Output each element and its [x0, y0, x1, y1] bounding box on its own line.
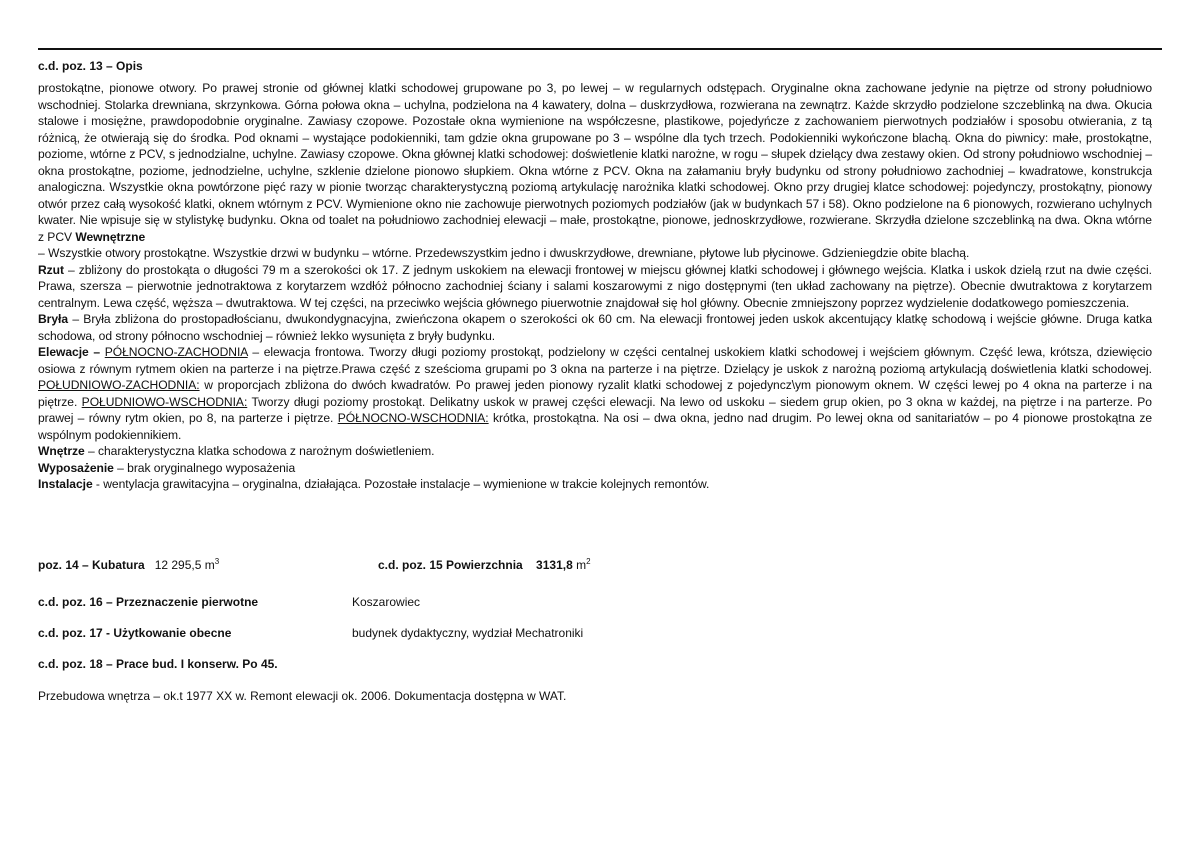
wyposazenie-paragraph: [38, 460, 1152, 477]
description-body: [38, 80, 1152, 493]
rzut-text: – zbliżony do prostokąta o długości 79 m a szerokości ok 17. Z jednym uskokiem na elewacji frontowej w miejscu głównej klatki schodowej i głównego wejścia. Klatka i uskok dzielą rzut na dwie części. Prawa, szersza – pierwotnie jednotraktowa z korytarzem wzdłóż północno zachodniej ściany i salami koszarowymi z nigo dostępnymi (ten układ zachowany na piętrze). Obecnie dwutraktowa z korytarzem centralnym. Lewa część, węższa – dwutraktowa. W tej części, na przeciwko wejścia głównego piuerwotnie znajdował się hol główny. Obecnie zmniejszony poprzez wydzielenie dodatkowego pomieszczenia.: [38, 262, 1152, 310]
section-heading: c.d. poz. 13 – Opis: [38, 59, 143, 73]
wnetrze-label: Wnętrze: [38, 444, 85, 458]
kubatura-value: 12 295,5 m: [154, 558, 215, 572]
elevation-se-text: Tworzy długi poziomy prostokąt. Delikatny uskok w prawej części elewacji. Na lewo od uskoku – siedem grup okien, po 3 okna w każdej, na piętrze i na parterze. Po prawej – równy rytm okien, po 8, na parterze i piętrze.: [38, 394, 1152, 425]
instalacje-paragraph: [38, 476, 1152, 493]
instalacje-label: Instalacje: [38, 477, 93, 491]
prace-label: c.d. poz. 18 – Prace bud. I konserw. Po 45.: [38, 657, 278, 671]
elevation-sw-label: POŁUDNIOWO-ZACHODNIA:: [38, 378, 200, 392]
interior-label: Wewnętrzne: [75, 229, 146, 244]
elevation-nw-label: PÓŁNOCNO-ZACHODNIA: [104, 345, 248, 359]
uzytkowanie-label: c.d. poz. 17 - Użytkowanie obecne: [38, 626, 232, 640]
doors-text: – Wszystkie otwory prostokątne. Wszystkie drzwi w budynku – wtórne. Przedewszystkim jedno i dwuskrzydłowe, drewniane, płytowe lub płycinowe. Gdzieniegdzie obite blachą.: [38, 246, 970, 260]
elevation-se-label: POŁUDNIOWO-WSCHODNIA:: [81, 394, 248, 409]
powierzchnia-unit-sup: 2: [586, 557, 591, 566]
rzut-label: Rzut: [38, 262, 64, 277]
bryla-text: – Bryła zbliżona do prostopadłościanu, dwukondygnacyjna, zwieńczona okapem o szerokości ok 60 cm. Na elewacji frontowej jeden uskok akcentujący klatkę schodową i wejście główne. Druga katka schodowa, od strony północno wschodniej – również lekko wysunięta z bryły budynku.: [38, 312, 1152, 343]
powierzchnia-label: c.d. poz. 15 Powierzchnia: [378, 558, 523, 572]
elevation-nw-text: – elewacja frontowa. Tworzy długi poziomy prostokąt, podzielony w części centalnej uskokiem klatki schodowej i wejściem głównym. Część lewa, krótsza, dziewięcio osiowa z równym rytmem okien na parterze i na piętrze.Prawa część z sześcioma grupami po 3 okna na parterze i na piętrze. Dzielący je uskok z narożną poziomą artykulacją doświetlenia klatki schodowej.: [38, 345, 1153, 376]
elevation-ne-text: krótka, prostokątna. Na osi – dwa okna, jedno nad drugim. Po lewej okna od sanitariatów – po 4 pionowe prostokątna ze wspólnym podokiennikiem.: [38, 411, 1152, 442]
kubatura-label: poz. 14 – Kubatura: [38, 558, 145, 572]
bryla-label: Bryła: [38, 312, 69, 326]
wyposazenie-text: – brak oryginalnego wyposażenia: [113, 460, 296, 475]
rzut-paragraph: [38, 262, 1152, 312]
powierzchnia-row: [378, 558, 591, 572]
powierzchnia-value: 3131,8: [536, 558, 573, 572]
wyposazenie-label: Wyposażenie: [38, 460, 114, 475]
uzytkowanie-value: budynek dydaktyczny, wydział Mechatroniki: [352, 626, 584, 640]
elevation-ne-label: PÓŁNOCNO-WSCHODNIA:: [337, 411, 489, 425]
elewacje-paragraph: [38, 344, 1152, 443]
windows-paragraph: [38, 80, 1152, 262]
przeznaczenie-label: c.d. poz. 16 – Przeznaczenie pierwotne: [38, 595, 259, 609]
przeznaczenie-value: Koszarowiec: [352, 595, 421, 609]
kubatura-unit-sup: 3: [214, 557, 220, 566]
prace-value: Przebudowa wnętrza – ok.t 1977 XX w. Remont elewacji ok. 2006. Dokumentacja dostępna w WAT.: [38, 689, 567, 703]
top-rule: [38, 48, 1162, 50]
windows-text: prostokątne, pionowe otwory. Po prawej stronie od głównej klatki schodowej grupowane po 3, po lewej – w regularnych odstępach. Oryginalne okna zachowane jedynie na piętrze od strony południowo wschodniej. Stolarka drewniana, skrzynkowa. Górna połowa okna – uchylna, podzielona na 4 kawatery, dolna – duskrzydłowa, rozwierana na zewnątrz. Każde skrzydło podzielone szczeblinką na dwa. Okucia stalowe i mosiężne, prawdopodobnie oryginalne. Zawiasy czopowe. Pozostałe okna wymienione na współczesne, plastikowe, pojedyńcze z zachowaniem pierwotnych podziałów i sposobu otwierania, z tą różnicą, że otwierają się do środka. Pod oknami – wystające podokienniki, tam gdzie okna grupowane po 3 – wspólne dla tych trzech. Podokienniki wykończone blachą. Okna do piwnicy: małe, prostokątne, poziome, wtórne z PCV, s jednodzialne, uchylne. Zawiasy czopowe. Okna głównej klatki schodowej: doświetlenie klatki narożne, w rogu – słupek dzielący dwa zestawy okien. Od strony południowo wschodniej – okna prostokątne, poziome, jednodzielne, uchylne, szklenie dzielone pionowo słupkiem. Okna wtórne z PCV. Okna na załamaniu bryły budynku od strony południowo zachodniej – kwadratowe, konstrukcja analogiczna. Wszystkie okna powtórzone pięć razy w pionie tworząc charakterystyczną poziomą artykulację narożnika klatki schodowej. Okno przy drugiej klatce schodowej: pojedynczy, prostokątny, pionowy otwór przez całą wysokość klatki, oknem wtórnym z PCV. Wymienione okno nie zachowuje pierwotnych poziomych podziałów (jak w budynkach 57 i 58). Okno podzielone na 6 pionowych, rozwierano uchylnych kwater. Nie wpisuje się w stylistykę budynku. Okna od toalet na południowo zachodniej elewacji – małe, prostokątne, pionowe, jednoskrzydłowe, rozwierane. Skrzydła dzielone szczeblinką na dwa. Okna wtórne z PCV: [38, 81, 1152, 244]
instalacje-text: - wentylacja grawitacyjna – oryginalna, działająca. Pozostałe instalacje – wymienione w trakcie kolejnych remontów.: [92, 477, 710, 491]
wnetrze-paragraph: [38, 443, 1152, 460]
elevation-sw-text: w proporcjach zbliżona do dwóch kwadratów. Po prawej jeden pionowy ryzalit klatki schodowej z pojedyncz\ym pionowym oknem. W części lewej po 4 okna na parterze i na piętrze.: [38, 378, 1152, 409]
kubatura-row: [38, 558, 219, 572]
bryla-paragraph: [38, 311, 1152, 344]
powierzchnia-unit: m: [572, 558, 587, 572]
wnetrze-text: – charakterystyczna klatka schodowa z narożnym doświetleniem.: [84, 444, 435, 458]
elewacje-label: Elewacje –: [38, 345, 101, 359]
